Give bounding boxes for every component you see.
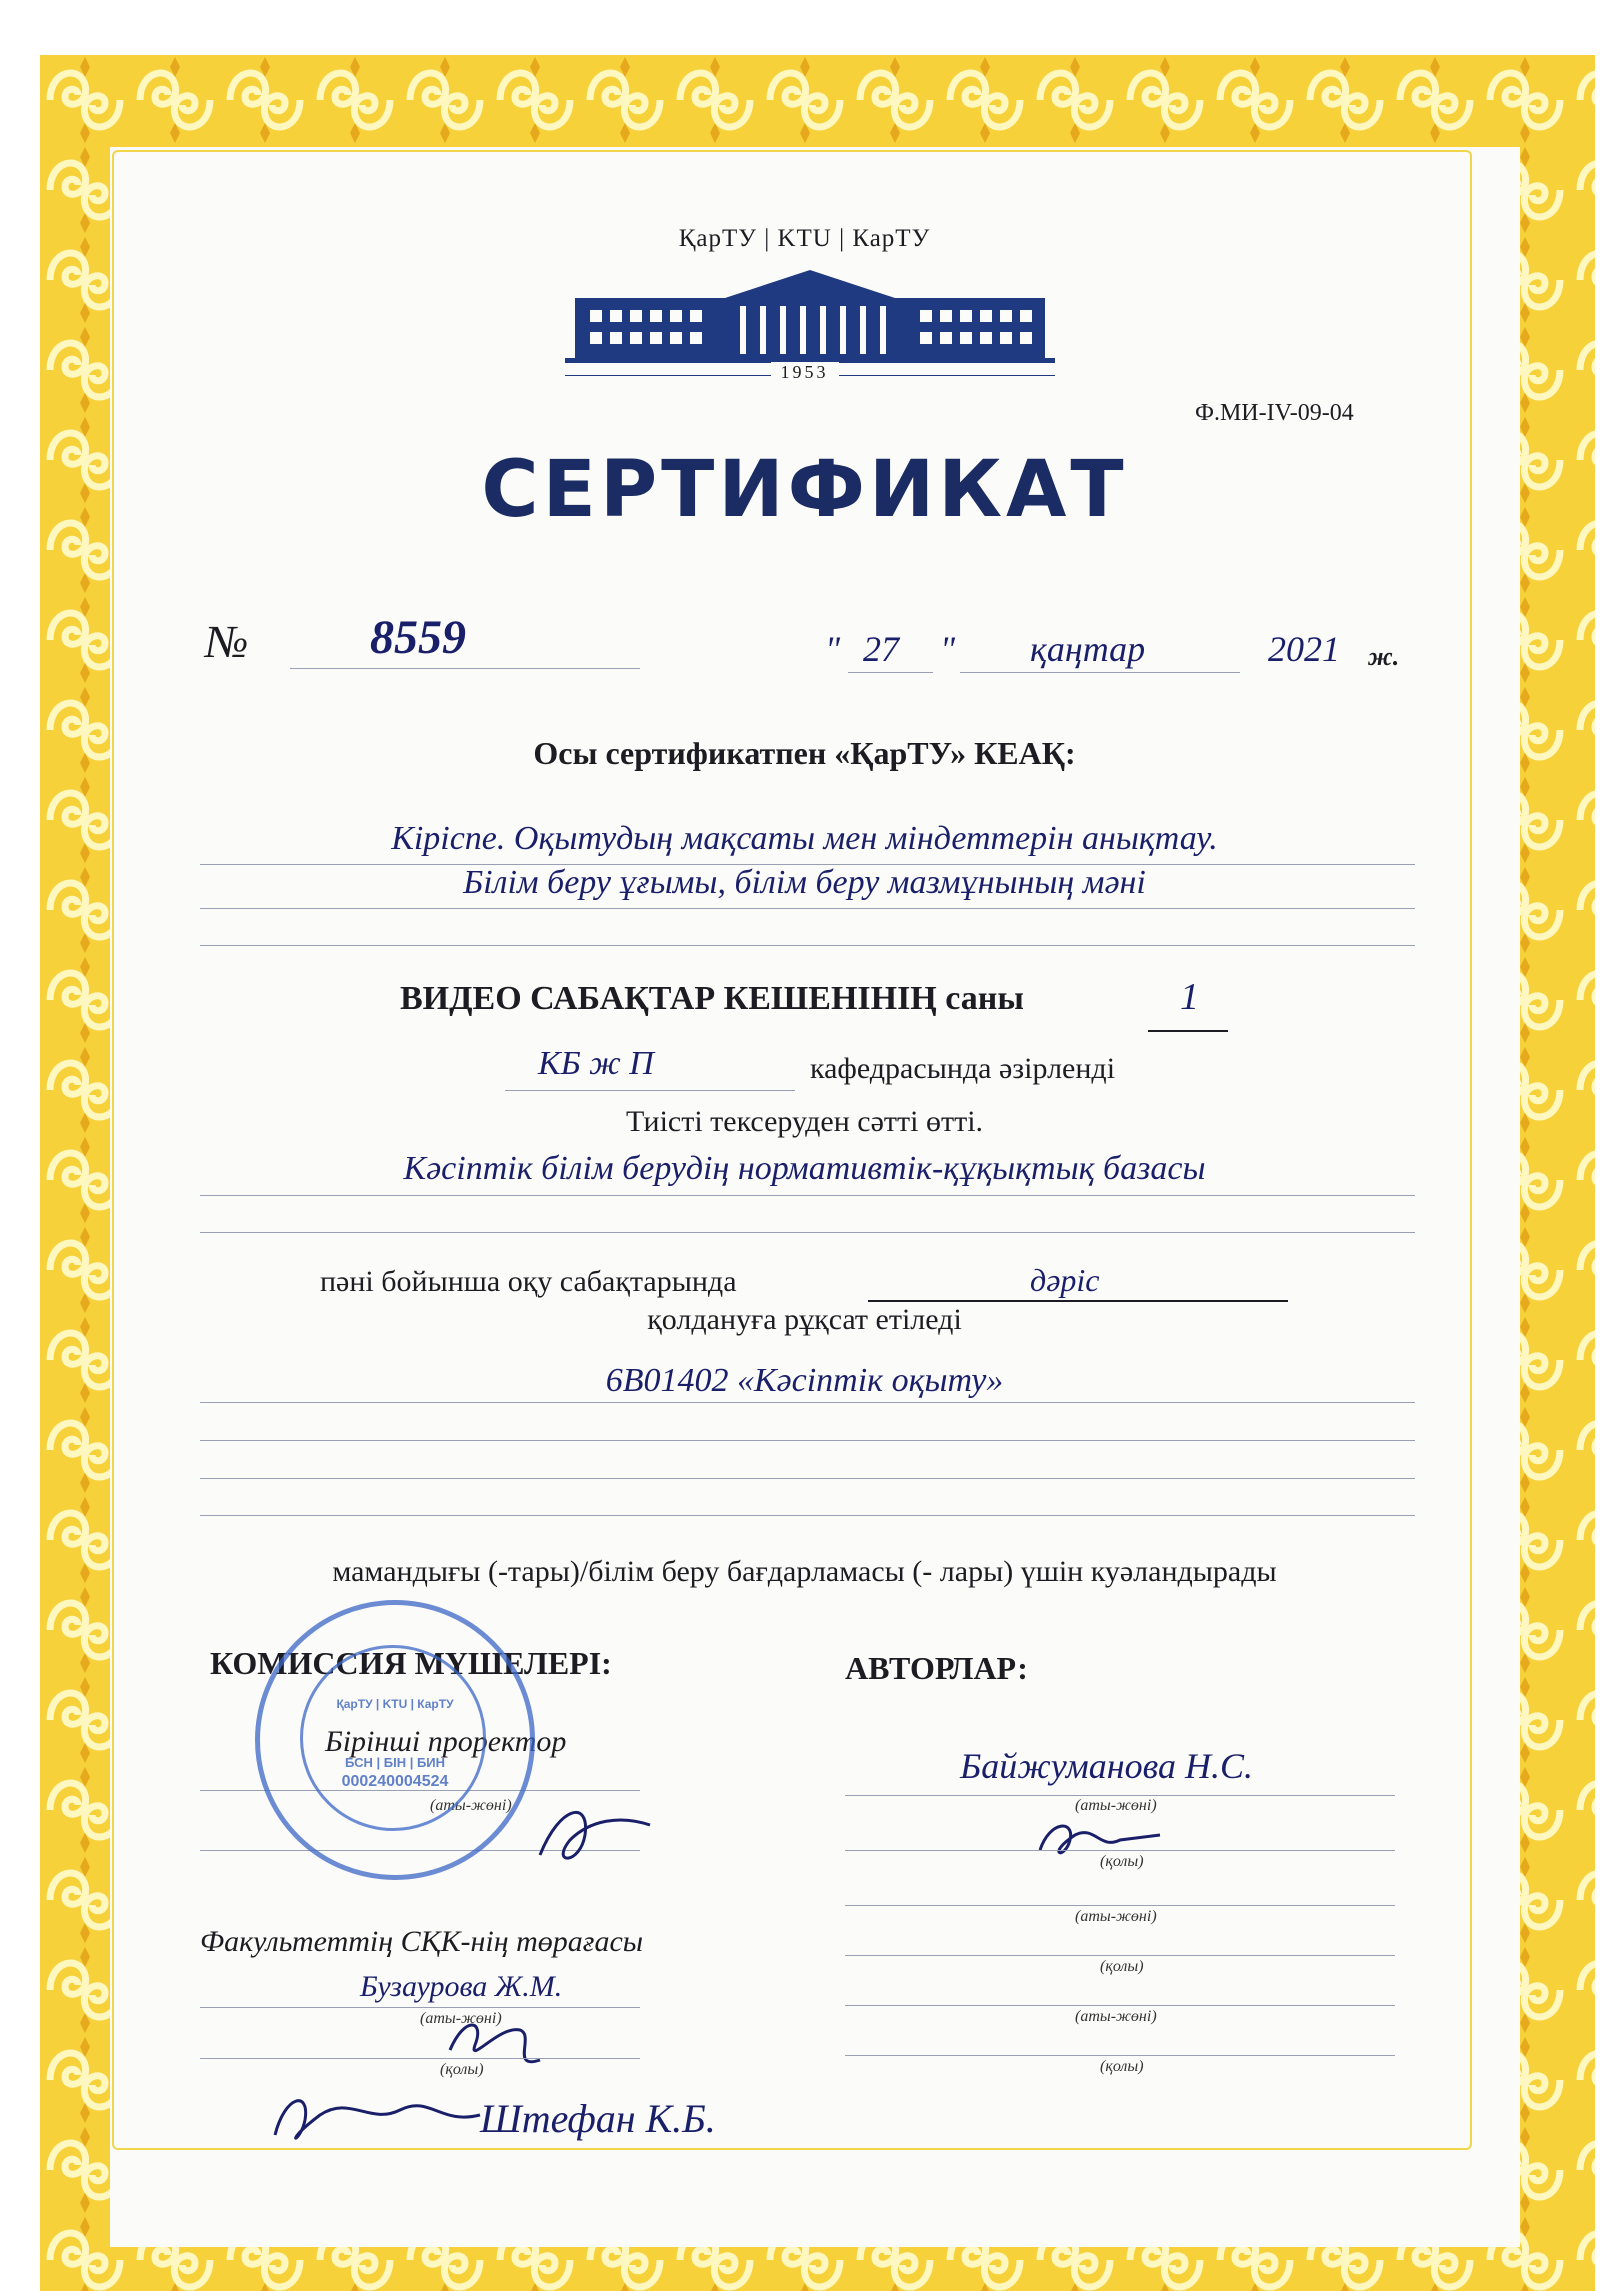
university-stamp [255,1600,535,1880]
commission-line-3 [200,2007,640,2008]
usage-line [868,1300,1288,1302]
day-line [848,672,933,673]
stamp-bin-label: БСН | БІН | БИН [344,1755,446,1770]
date-year-suffix: ж. [1368,642,1400,671]
date-quote-open: " [825,629,841,669]
logo-text: ҚарТУ | KTU | КарТУ [678,225,931,252]
commission-name-hint-2: (аты-жөні) [420,2010,502,2027]
signature-bottom [260,2075,490,2165]
author-line-3 [845,1905,1395,1906]
stamp-bin: 000240004524 [341,1773,449,1790]
subject-underline-2 [200,1232,1415,1233]
author-sign-hint-3: (қолы) [1100,2058,1144,2075]
date-quote-close: " [940,629,956,669]
complex-count: 1 [1180,976,1199,1018]
commission-role-2: Факультеттің СҚК-нің төрағасы [200,1925,644,1958]
commission-line-4 [200,2058,640,2059]
department-name: КБ ж П [538,1045,654,1082]
author-line-5 [845,2005,1395,2006]
intro-text: Осы сертификатпен «ҚарТУ» КЕАҚ: [533,735,1076,771]
checked-text: Тиісті тексеруден сәтті өтті. [625,1105,984,1138]
usage-label: пәні бойынша оқу сабақтарында [320,1265,737,1298]
author-name-hint-1: (аты-жөні) [1075,1797,1157,1814]
date-year: 2021 [1268,629,1340,669]
program-underline-2 [200,1440,1415,1441]
author-name-1: Байжуманова Н.С. [960,1746,1254,1786]
topic-underline-3 [200,945,1415,946]
program-underline-1 [200,1402,1415,1403]
commission-signed-name: Бузаурова Ж.М. [360,1970,563,2003]
bottom-signed-name: Штефан К.Б. [480,2096,716,2141]
program-underline-4 [200,1515,1415,1516]
topic-line-1: Кіріспе. Оқытудың мақсаты мен міндеттерін анықтау. [391,820,1218,857]
commission-heading: КОМИССИЯ МҮШЕЛЕРІ: [210,1645,612,1681]
form-code: Ф.МИ-IV-09-04 [1195,400,1354,426]
program-name: 6В01402 «Кәсіптік оқыту» [605,1362,1004,1399]
author-line-2 [845,1850,1395,1851]
date-day: 27 [863,629,899,669]
author-name-hint-3: (аты-жөні) [1075,2008,1157,2025]
certificate-number: 8559 [370,611,466,664]
certifies-text: мамандығы (-тары)/білім беру бағдарламасы (- лары) үшін куәландырады [332,1555,1277,1588]
program-underline-3 [200,1478,1415,1479]
subject-name: Кәсіптік білім берудің нормативтік-құқықтық базасы [403,1150,1206,1187]
usage-allowed: қолдануға рұқсат етіледі [647,1303,962,1336]
authors-heading: АВТОРЛАР: [845,1650,1028,1686]
author-line-6 [845,2055,1395,2056]
stamp-logo: ҚарТУ | KTU | КарТУ [336,1697,454,1711]
department-line [505,1090,795,1091]
author-line-4 [845,1955,1395,1956]
logo-year: 1953 [771,362,839,382]
author-line-1 [845,1795,1395,1796]
department-label: кафедрасында әзірленді [810,1052,1116,1085]
number-line [290,668,640,669]
subject-underline-1 [200,1195,1415,1196]
commission-role-1: Бірінші проректор [325,1725,567,1758]
date-month: қаңтар [1030,629,1146,669]
complex-label: ВИДЕО САБАҚТАР КЕШЕНІНІҢ саны [400,980,1024,1017]
signature-vice-rector [530,1795,660,1875]
commission-sign-hint-2: (қолы) [440,2061,484,2078]
usage-type: дәріс [1030,1262,1100,1298]
count-line [1148,1030,1228,1032]
author-sign-hint-2: (қолы) [1100,1958,1144,1975]
author-name-hint-2: (аты-жөні) [1075,1908,1157,1925]
month-line [960,672,1240,673]
topic-line-2: Білім беру ұғымы, білім беру мазмұнының мәні [463,864,1146,901]
certificate-title: СЕРТИФИКАТ [481,445,1128,535]
author-sign-hint-1: (қолы) [1100,1853,1144,1870]
commission-name-hint: (аты-жөні) [430,1797,512,1814]
topic-underline-2 [200,908,1415,909]
number-label: № [205,616,249,667]
